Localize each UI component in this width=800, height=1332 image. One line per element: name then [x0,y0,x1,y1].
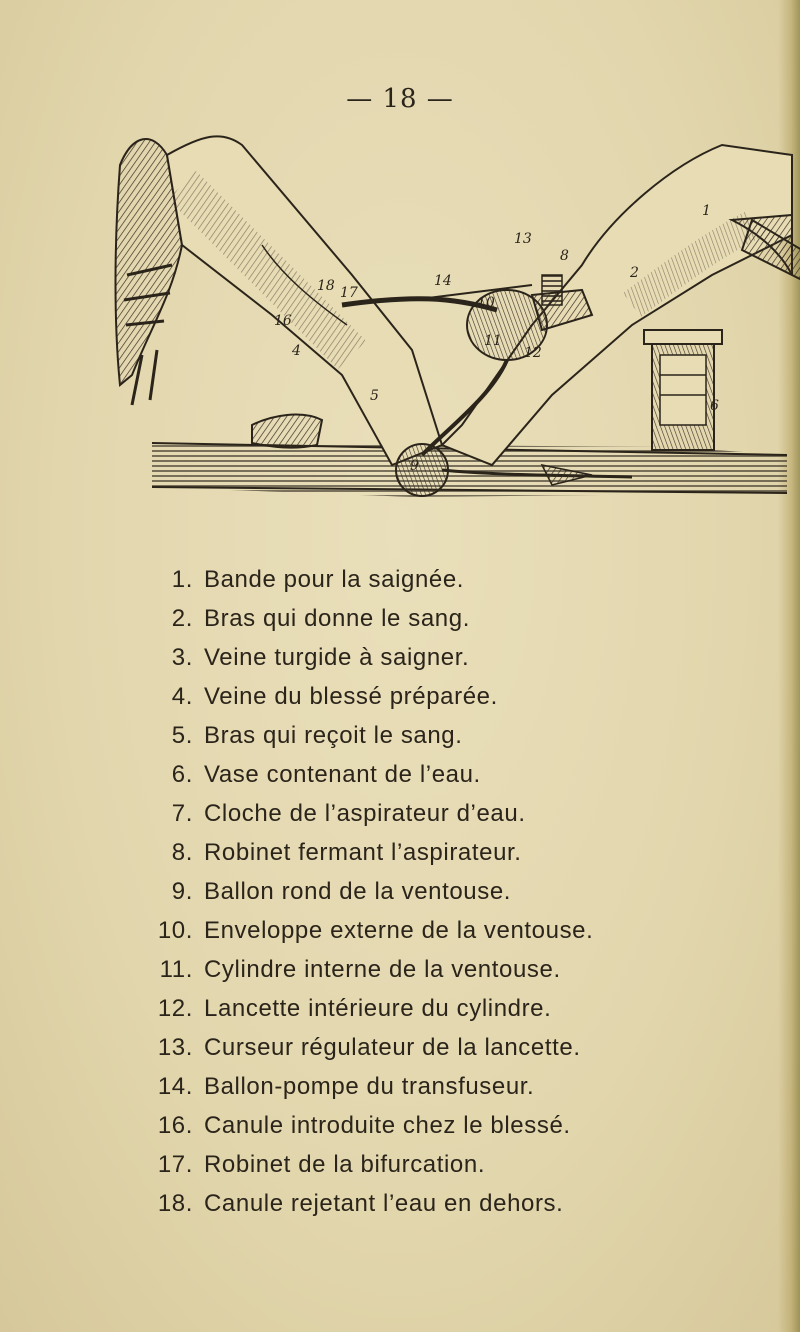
legend-number: 3. [171,644,193,671]
legend-item [0,1067,800,1106]
legend-number: 12. [157,995,193,1022]
legend-item [0,599,800,638]
legend-text: Enveloppe externe de la ventouse. [204,917,594,944]
legend-item [0,911,800,950]
page-number: — 18 — [346,84,454,114]
legend-number: 16. [157,1112,193,1139]
legend-text: Veine du blessé préparée. [204,683,498,710]
legend-number: 2. [171,605,193,632]
callout-label: 13 [514,231,532,247]
legend-item [0,1028,800,1067]
legend-text: Lancette intérieure du cylindre. [204,995,552,1022]
callout-label: 10 [477,295,495,311]
water-vase [644,330,722,450]
legend-text: Ballon rond de la ventouse. [204,878,512,905]
legend-item [0,794,800,833]
legend-number: 4. [171,683,193,710]
legend-text: Bras qui donne le sang. [204,605,470,632]
legend-item [0,1106,800,1145]
legend-number: 6. [171,761,193,788]
legend-text: Canule rejetant l’eau en dehors. [204,1190,564,1217]
callout-label: 16 [274,313,292,329]
callout-label: 4 [292,343,301,359]
legend-number: 8. [171,839,193,866]
legend-number: 9. [171,878,193,905]
legend-item [0,1145,800,1184]
legend-text: Vase contenant de l’eau. [204,761,481,788]
callout-label: 1 [702,203,711,219]
legend-text: Ballon-pompe du transfuseur. [204,1073,535,1100]
legend-text: Curseur régulateur de la lancette. [204,1034,581,1061]
callout-label: 11 [484,333,502,349]
callout-label: 2 [630,265,639,281]
legend-number: 5. [171,722,193,749]
legend-item [0,833,800,872]
legend-number: 7. [171,800,193,827]
legend-item [0,638,800,677]
legend-text: Robinet de la bifurcation. [204,1151,486,1178]
legend-item [0,560,800,599]
legend-text: Cylindre interne de la ventouse. [204,956,561,983]
figure-legend [0,560,800,1223]
legend-item [0,716,800,755]
legend-text: Veine turgide à saigner. [204,644,470,671]
callout-label: 14 [434,273,452,289]
legend-text: Bras qui reçoit le sang. [204,722,463,749]
legend-item [0,677,800,716]
legend-item [0,872,800,911]
legend-item [0,950,800,989]
callout-label: 17 [340,285,358,301]
legend-text: Canule introduite chez le blessé. [204,1112,571,1139]
transfusion-engraving [112,125,800,515]
legend-number: 18. [157,1190,193,1217]
legend-number: 1. [171,566,193,593]
legend-item [0,989,800,1028]
legend-text: Robinet fermant l’aspirateur. [204,839,522,866]
legend-item [0,1184,800,1223]
legend-item [0,755,800,794]
legend-text: Bande pour la saignée. [204,566,465,593]
legend-number: 17. [157,1151,193,1178]
callout-label: 18 [317,278,335,294]
callout-label: 5 [370,388,379,404]
legend-number: 11. [159,956,193,983]
donor-grip [252,415,322,448]
callout-label: 12 [524,345,542,361]
legend-text: Cloche de l’aspirateur d’eau. [204,800,526,827]
legend-number: 14. [157,1073,193,1100]
callout-label: 6 [710,398,719,414]
legend-number: 13. [157,1034,193,1061]
callout-label: 8 [560,248,569,264]
legend-number: 10. [157,917,193,944]
callout-label: 9 [410,458,419,474]
